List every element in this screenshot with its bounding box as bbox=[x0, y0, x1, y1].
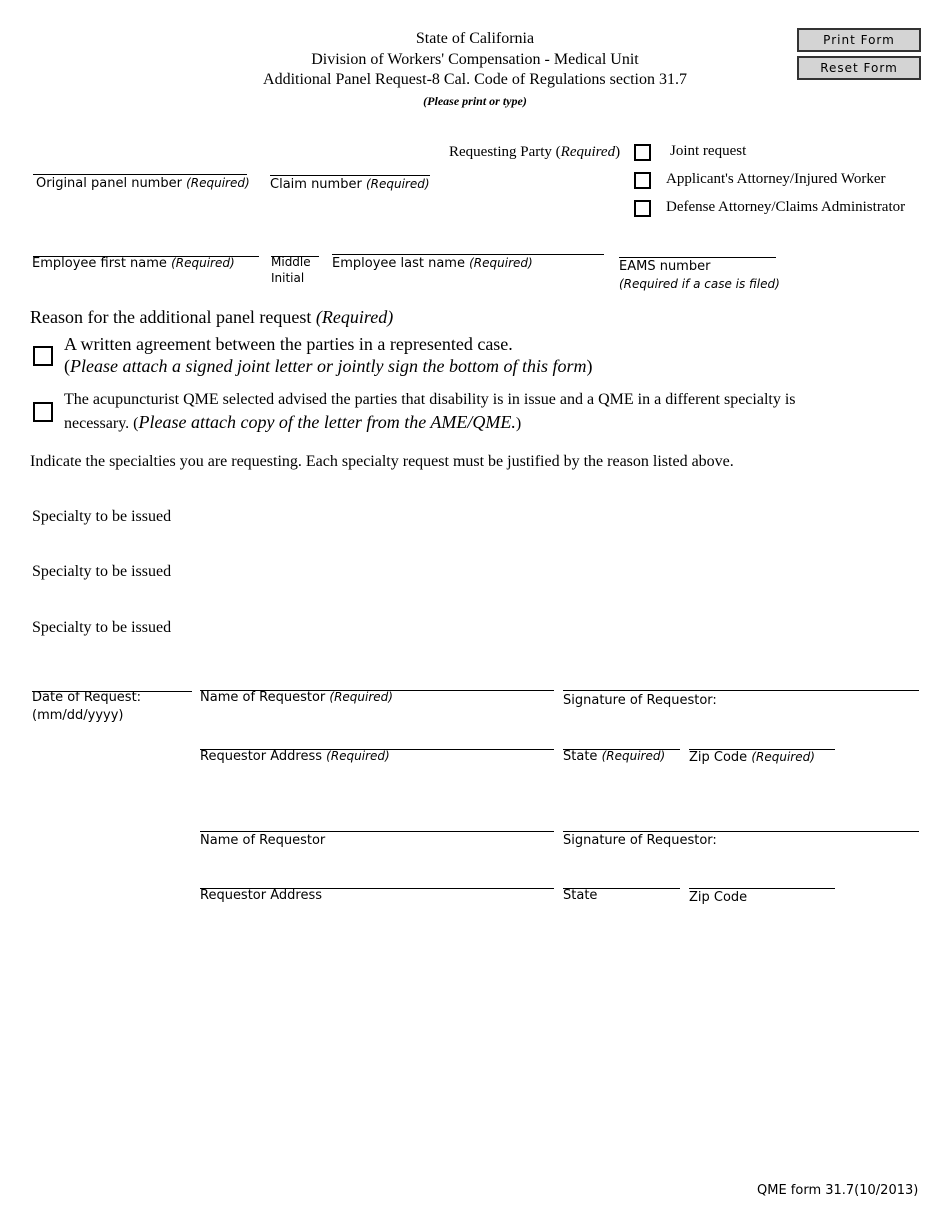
requestor-address-input[interactable] bbox=[200, 729, 558, 749]
signature-input-2[interactable] bbox=[563, 811, 923, 831]
print-form-button[interactable]: Print Form bbox=[797, 28, 921, 52]
specialty-label-1: Specialty to be issued bbox=[32, 508, 172, 525]
date-label: Date of Request: bbox=[32, 690, 142, 705]
written-agreement-checkbox[interactable] bbox=[33, 346, 53, 366]
zip-input-1[interactable] bbox=[689, 729, 839, 749]
original-panel-input[interactable] bbox=[33, 155, 251, 175]
middle-initial-input[interactable] bbox=[271, 237, 323, 257]
eams-line bbox=[619, 257, 776, 258]
eams-required-note: (Required if a case is filed) bbox=[619, 277, 780, 291]
requestor-name-label: Name of Requestor (Required) bbox=[200, 690, 393, 705]
eams-input[interactable] bbox=[619, 238, 780, 258]
signature-label-2: Signature of Requestor: bbox=[563, 833, 717, 848]
specialty-input-1[interactable] bbox=[190, 508, 594, 528]
specialty-input-3[interactable] bbox=[190, 619, 594, 639]
claim-number-label: Claim number (Required) bbox=[270, 177, 430, 192]
signature-line-2 bbox=[563, 831, 919, 832]
joint-request-checkbox[interactable] bbox=[634, 144, 651, 161]
defense-attorney-checkbox[interactable] bbox=[634, 200, 651, 217]
specialty-label-3: Specialty to be issued bbox=[32, 619, 172, 636]
zip-label-1: Zip Code (Required) bbox=[689, 750, 815, 765]
requestor-address-label: Requestor Address (Required) bbox=[200, 749, 390, 764]
date-format: (mm/dd/yyyy) bbox=[32, 708, 124, 723]
state-input-1[interactable] bbox=[563, 729, 684, 749]
acupuncturist-line2: necessary. (Please attach copy of the letter from the AME/QME.) bbox=[64, 412, 522, 432]
requestor-name-input[interactable] bbox=[200, 670, 558, 690]
applicant-attorney-checkbox[interactable] bbox=[634, 172, 651, 189]
reset-form-button[interactable]: Reset Form bbox=[797, 56, 921, 80]
initial-label: Initial bbox=[271, 271, 305, 285]
applicant-attorney-label: Applicant's Attorney/Injured Worker bbox=[666, 171, 886, 187]
header-line-3: Additional Panel Request-8 Cal. Code of Regulations section 31.7 bbox=[263, 71, 687, 88]
written-agreement-line2: (Please attach a signed joint letter or jointly sign the bottom of this form) bbox=[64, 356, 593, 376]
written-agreement-line1: A written agreement between the parties in a represented case. bbox=[64, 334, 513, 354]
last-name-label: Employee last name (Required) bbox=[332, 256, 533, 271]
state-input-2[interactable] bbox=[563, 868, 684, 888]
requestor-address-2-input[interactable] bbox=[200, 868, 558, 888]
specialty-input-2[interactable] bbox=[190, 563, 594, 583]
header-line-1: State of California bbox=[415, 30, 535, 47]
original-panel-line bbox=[33, 174, 247, 175]
requestor-name-2-line bbox=[200, 831, 554, 832]
requestor-name-2-input[interactable] bbox=[200, 811, 558, 831]
defense-attorney-label: Defense Attorney/Claims Administrator bbox=[666, 199, 906, 215]
acupuncturist-line1: The acupuncturist QME selected advised the parties that disability is in issue and a QME in a different specialty is bbox=[64, 391, 796, 408]
header-note: (Please print or type) bbox=[423, 94, 527, 108]
specialty-instruction: Indicate the specialties you are requesting. Each specialty request must be justified by the reason listed above. bbox=[30, 453, 734, 470]
first-name-input[interactable] bbox=[33, 237, 263, 257]
zip-line-2 bbox=[689, 888, 835, 889]
claim-number-input[interactable] bbox=[270, 156, 434, 176]
header-line-2: Division of Workers' Compensation - Medical Unit bbox=[311, 51, 639, 68]
reason-heading: Reason for the additional panel request (Required) bbox=[30, 307, 394, 327]
signature-input-1[interactable] bbox=[563, 670, 923, 690]
specialty-label-2: Specialty to be issued bbox=[32, 563, 172, 580]
joint-request-label: Joint request bbox=[670, 143, 747, 159]
signature-line-1 bbox=[563, 690, 919, 691]
last-name-input[interactable] bbox=[332, 235, 608, 255]
state-label-1: State (Required) bbox=[563, 749, 666, 764]
requestor-address-2-label: Requestor Address bbox=[200, 888, 323, 903]
eams-label: EAMS number bbox=[619, 259, 711, 274]
signature-label-1: Signature of Requestor: bbox=[563, 693, 717, 708]
requesting-party-label: Requesting Party (Required) bbox=[449, 144, 621, 160]
first-name-label: Employee first name (Required) bbox=[32, 256, 235, 271]
original-panel-label: Original panel number (Required) bbox=[36, 176, 250, 191]
acupuncturist-qme-checkbox[interactable] bbox=[33, 402, 53, 422]
form-footer: QME form 31.7(10/2013) bbox=[757, 1183, 919, 1198]
date-input[interactable] bbox=[32, 671, 196, 691]
middle-label: Middle bbox=[271, 255, 311, 269]
state-label-2: State bbox=[563, 888, 598, 903]
zip-input-2[interactable] bbox=[689, 868, 839, 888]
last-name-line bbox=[332, 254, 604, 255]
zip-label-2: Zip Code bbox=[689, 890, 748, 905]
claim-number-line bbox=[270, 175, 430, 176]
requestor-name-2-label: Name of Requestor bbox=[200, 833, 326, 848]
